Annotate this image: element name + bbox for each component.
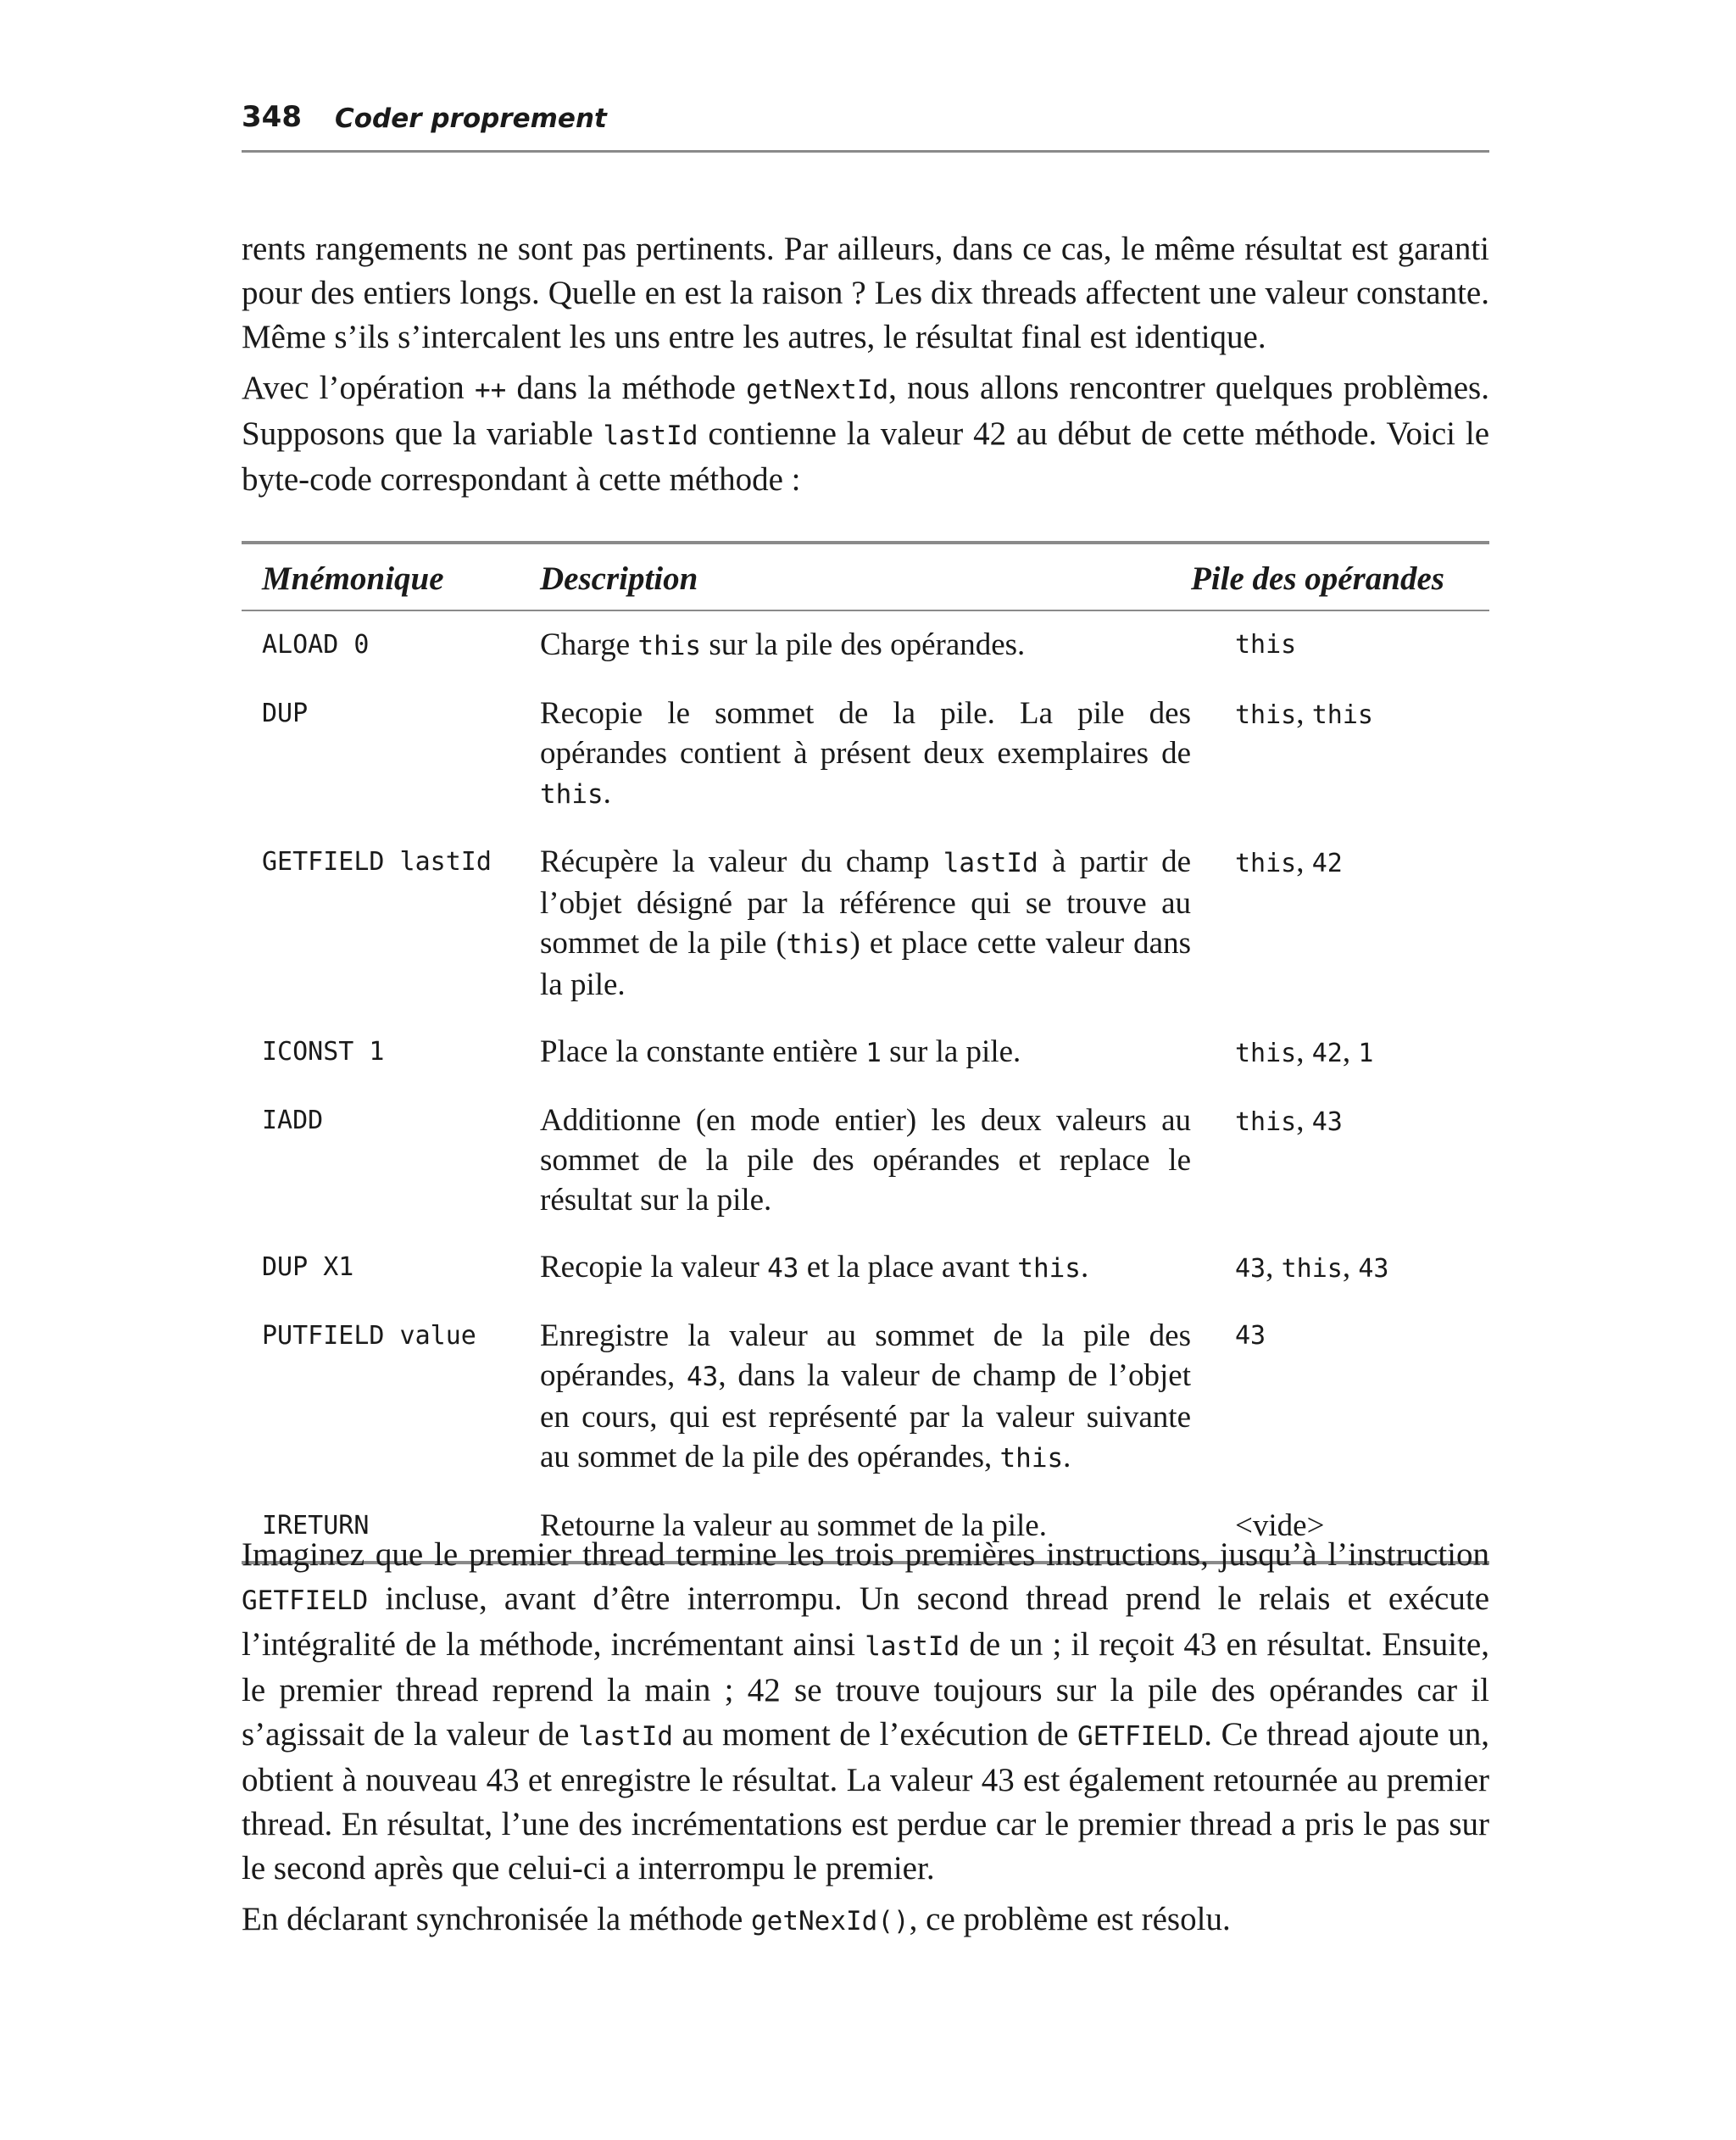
inline-code: lastId xyxy=(943,848,1038,878)
description-cell: Additionne (en mode entier) les deux valeurs au sommet de la pile des opérandes et replace le résultat sur la pile. xyxy=(540,1103,1191,1218)
description-cell: Recopie le sommet de la pile. La pile des opérandes contient à présent deux exemplaires de this. xyxy=(540,696,1191,811)
description-cell: Place la constante entière 1 sur la pile. xyxy=(540,1034,1021,1069)
running-header xyxy=(242,100,1489,151)
inline-code: 1 xyxy=(865,1038,882,1068)
inline-code: this xyxy=(540,779,604,810)
stack-cell: this, 42 xyxy=(1235,844,1343,879)
inline-code: 43 xyxy=(687,1362,719,1392)
intro-paragraph-2: Avec l’opération ++ dans la méthode getNextId, nous allons rencontrer quelques problèmes. Supposons que la variable lastId contienne la valeur 42 au début de cette méthode. Voici le byte-code correspondant à cette méthode : xyxy=(242,370,1490,498)
column-header-description: Description xyxy=(540,560,698,597)
mnemonic-cell: DUP X1 xyxy=(262,1252,354,1282)
inline-code: lastId xyxy=(865,1631,960,1662)
inline-code: this xyxy=(786,929,850,960)
inline-code: getNexId() xyxy=(751,1906,910,1937)
bytecode-table xyxy=(242,541,1489,1564)
mnemonic-cell: IADD xyxy=(262,1106,324,1135)
stack-cell: 43, this, 43 xyxy=(1235,1250,1389,1285)
inline-code: lastId xyxy=(578,1721,674,1752)
inline-code: ++ xyxy=(474,375,507,405)
mnemonic-cell: ICONST 1 xyxy=(262,1037,385,1067)
table-body xyxy=(242,611,1533,1561)
table-row xyxy=(242,682,1533,830)
table-row xyxy=(242,1020,1533,1089)
table-row xyxy=(242,1089,1533,1235)
mnemonic-cell: GETFIELD lastId xyxy=(262,847,492,877)
intro-text xyxy=(242,227,1489,502)
description-cell: Récupère la valeur du champ lastId à partir de l’objet désigné par la référence qui se trouve au sommet de la pile (this) et place cette valeur dans la pile. xyxy=(540,844,1192,1002)
intro-paragraph-1: rents rangements ne sont pas pertinents. Par ailleurs, dans ce cas, le même résultat est garanti pour des entiers longs. Quelle en est la raison ? Les dix threads affectent une valeur constante. Même s’ils s’intercalent les uns entre les autres, le résultat final est identique. xyxy=(242,231,1489,355)
mnemonic-cell: IRETURN xyxy=(262,1511,370,1541)
inline-code: GETFIELD xyxy=(242,1585,369,1616)
inline-code: this xyxy=(999,1443,1064,1474)
book-title: Coder proprement xyxy=(335,103,607,134)
stack-cell: this, 43 xyxy=(1235,1103,1343,1138)
stack-cell: this xyxy=(1235,630,1297,660)
column-header-mnemonic: Mnémonique xyxy=(262,560,444,597)
mnemonic-cell: ALOAD 0 xyxy=(262,630,370,660)
table-row xyxy=(242,830,1533,1020)
stack-cell: this, 42, 1 xyxy=(1235,1034,1374,1069)
table-row xyxy=(242,1235,1533,1304)
inline-code: GETFIELD xyxy=(1077,1721,1205,1752)
outro-paragraph-2: En déclarant synchronisée la méthode getNexId(), ce problème est résolu. xyxy=(242,1901,1231,1937)
table-header-row xyxy=(242,544,1489,610)
mnemonic-cell: DUP xyxy=(262,699,309,728)
mnemonic-cell: PUTFIELD value xyxy=(262,1321,476,1351)
description-cell: Retourne la valeur au sommet de la pile. xyxy=(540,1508,1047,1543)
table-row xyxy=(242,1304,1533,1494)
inline-code: getNextId xyxy=(746,375,889,405)
description-cell: Recopie la valeur 43 et la place avant this. xyxy=(540,1250,1089,1285)
table-row xyxy=(242,611,1533,682)
stack-cell: this, this xyxy=(1235,696,1373,731)
header-rule xyxy=(242,150,1489,153)
inline-code: this xyxy=(637,631,702,661)
stack-cell: 43 xyxy=(1235,1321,1266,1351)
outro-text xyxy=(242,1533,1489,1943)
description-cell: Charge this sur la pile des opérandes. xyxy=(540,627,1026,662)
inline-code: 43 xyxy=(767,1253,799,1284)
inline-code: lastId xyxy=(603,421,698,451)
page-number: 348 xyxy=(242,100,302,134)
stack-cell: <vide> xyxy=(1235,1508,1325,1543)
outro-paragraph-1: Imaginez que le premier thread termine les trois premières instructions, jusqu’à l’instruction GETFIELD incluse, avant d’être interrompu. Un second thread prend le relais et exécute l’intégralité de la méthode, incrémentant ainsi lastId de un ; il reçoit 43 en résultat. Ensuite, le premier thread reprend la main ; 42 se trouve toujours sur la pile des opérandes car il s’agissait de la valeur de lastId au moment de l’exécution de GETFIELD. Ce thread ajoute un, obtient à nouveau 43 et enregistre le résultat. La valeur 43 est également retournée au premier thread. En résultat, l’une des incrémentations est perdue car le premier thread a pris le pas sur le second après que celui-ci a interrompu le premier. xyxy=(242,1536,1490,1886)
column-header-stack: Pile des opérandes xyxy=(1191,560,1444,597)
description-cell: Enregistre la valeur au sommet de la pile des opérandes, 43, dans la valeur de champ de l’objet en cours, qui est représenté par la valeur suivante au sommet de la pile des opérandes, this. xyxy=(540,1318,1191,1474)
inline-code: this xyxy=(1017,1253,1081,1284)
